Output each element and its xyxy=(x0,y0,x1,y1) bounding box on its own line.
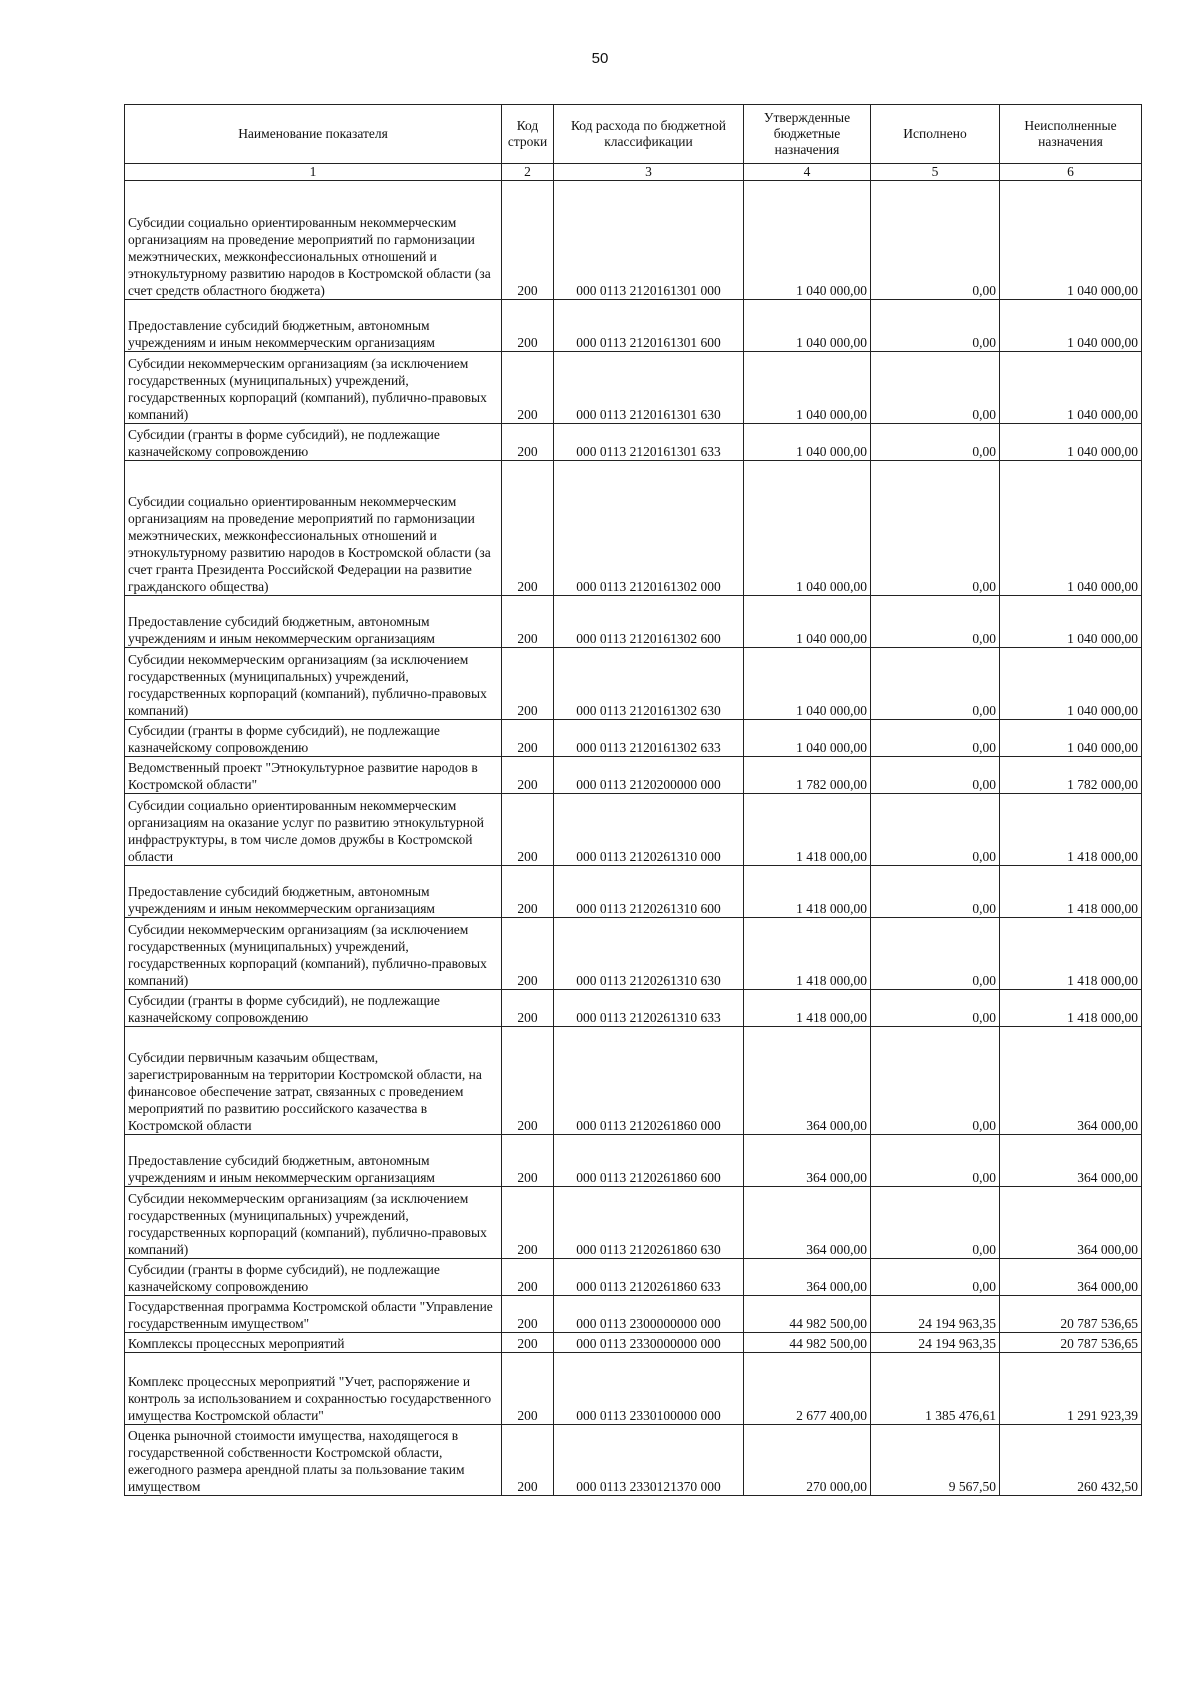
row-classification-code: 000 0113 2330000000 000 xyxy=(554,1333,744,1353)
row-name: Субсидии (гранты в форме субсидий), не подлежащие казначейскому сопровождению xyxy=(125,720,502,757)
row-name: Субсидии социально ориентированным некоммерческим организациям на оказание услуг по развитию этнокультурной инфраструктуры, в том числе домов дружбы в Костромской области xyxy=(125,794,502,866)
row-executed: 0,00 xyxy=(871,461,1000,596)
row-approved: 1 040 000,00 xyxy=(744,300,871,352)
row-executed: 0,00 xyxy=(871,757,1000,794)
row-executed: 0,00 xyxy=(871,918,1000,990)
row-unexecuted: 1 040 000,00 xyxy=(1000,596,1142,648)
table-row xyxy=(125,1425,1142,1496)
row-line-code: 200 xyxy=(502,1425,554,1496)
header-row xyxy=(125,105,1142,164)
row-name: Субсидии (гранты в форме субсидий), не подлежащие казначейскому сопровождению xyxy=(125,990,502,1027)
row-approved: 1 418 000,00 xyxy=(744,866,871,918)
table-row xyxy=(125,181,1142,300)
column-header-executed: Исполнено xyxy=(871,105,1000,164)
table-row xyxy=(125,1333,1142,1353)
row-approved: 364 000,00 xyxy=(744,1135,871,1187)
row-approved: 364 000,00 xyxy=(744,1187,871,1259)
table-row xyxy=(125,461,1142,596)
row-executed: 0,00 xyxy=(871,866,1000,918)
table-row xyxy=(125,352,1142,424)
row-line-code: 200 xyxy=(502,918,554,990)
row-line-code: 200 xyxy=(502,424,554,461)
row-approved: 1 040 000,00 xyxy=(744,720,871,757)
row-line-code: 200 xyxy=(502,794,554,866)
row-classification-code: 000 0113 2120261310 633 xyxy=(554,990,744,1027)
row-line-code: 200 xyxy=(502,648,554,720)
row-line-code: 200 xyxy=(502,720,554,757)
row-executed: 24 194 963,35 xyxy=(871,1296,1000,1333)
row-unexecuted: 20 787 536,65 xyxy=(1000,1333,1142,1353)
row-approved: 1 418 000,00 xyxy=(744,990,871,1027)
column-number: 5 xyxy=(871,164,1000,181)
column-header-approved: Утвержденные бюджетные назначения xyxy=(744,105,871,164)
column-number: 1 xyxy=(125,164,502,181)
row-executed: 1 385 476,61 xyxy=(871,1353,1000,1425)
column-number: 2 xyxy=(502,164,554,181)
row-unexecuted: 1 040 000,00 xyxy=(1000,648,1142,720)
row-unexecuted: 1 040 000,00 xyxy=(1000,461,1142,596)
row-approved: 1 040 000,00 xyxy=(744,461,871,596)
row-classification-code: 000 0113 2300000000 000 xyxy=(554,1296,744,1333)
row-classification-code: 000 0113 2330121370 000 xyxy=(554,1425,744,1496)
row-name: Субсидии некоммерческим организациям (за исключением государственных (муниципальных) учреждений, государственных корпораций (компаний), публично-правовых компаний) xyxy=(125,352,502,424)
row-line-code: 200 xyxy=(502,1353,554,1425)
row-line-code: 200 xyxy=(502,1259,554,1296)
row-executed: 0,00 xyxy=(871,181,1000,300)
row-classification-code: 000 0113 2120261310 630 xyxy=(554,918,744,990)
table-row xyxy=(125,720,1142,757)
row-unexecuted: 1 040 000,00 xyxy=(1000,352,1142,424)
row-classification-code: 000 0113 2120261860 000 xyxy=(554,1027,744,1135)
row-classification-code: 000 0113 2120261860 633 xyxy=(554,1259,744,1296)
row-approved: 364 000,00 xyxy=(744,1027,871,1135)
row-line-code: 200 xyxy=(502,461,554,596)
table-row xyxy=(125,990,1142,1027)
budget-execution-table xyxy=(124,104,1142,1496)
row-line-code: 200 xyxy=(502,352,554,424)
row-line-code: 200 xyxy=(502,1135,554,1187)
column-number: 4 xyxy=(744,164,871,181)
row-unexecuted: 1 040 000,00 xyxy=(1000,300,1142,352)
row-line-code: 200 xyxy=(502,1027,554,1135)
row-executed: 0,00 xyxy=(871,1135,1000,1187)
row-approved: 1 040 000,00 xyxy=(744,181,871,300)
row-line-code: 200 xyxy=(502,866,554,918)
table-row xyxy=(125,866,1142,918)
column-header-classification-code: Код расхода по бюджетной классификации xyxy=(554,105,744,164)
row-classification-code: 000 0113 2120161302 633 xyxy=(554,720,744,757)
table-row xyxy=(125,1135,1142,1187)
row-name: Предоставление субсидий бюджетным, автономным учреждениям и иным некоммерческим организациям xyxy=(125,596,502,648)
row-name: Субсидии первичным казачьим обществам, зарегистрированным на территории Костромской области, на финансовое обеспечение затрат, связанных с проведением мероприятий по развитию российского казачества в Костромской области xyxy=(125,1027,502,1135)
table-row xyxy=(125,918,1142,990)
row-executed: 0,00 xyxy=(871,1259,1000,1296)
row-approved: 1 782 000,00 xyxy=(744,757,871,794)
row-line-code: 200 xyxy=(502,990,554,1027)
row-executed: 0,00 xyxy=(871,352,1000,424)
row-classification-code: 000 0113 2120161302 630 xyxy=(554,648,744,720)
row-name: Субсидии некоммерческим организациям (за исключением государственных (муниципальных) учреждений, государственных корпораций (компаний), публично-правовых компаний) xyxy=(125,1187,502,1259)
page-number: 50 xyxy=(591,50,609,67)
row-unexecuted: 1 418 000,00 xyxy=(1000,794,1142,866)
row-line-code: 200 xyxy=(502,1296,554,1333)
row-name: Государственная программа Костромской области "Управление государственным имуществом" xyxy=(125,1296,502,1333)
column-number: 3 xyxy=(554,164,744,181)
row-name: Субсидии социально ориентированным некоммерческим организациям на проведение мероприятий по гармонизации межэтнических, межконфессиональных отношений и этнокультурному развитию народов в Костромской области (за счет средств областного бюджета) xyxy=(125,181,502,300)
table-row xyxy=(125,757,1142,794)
row-approved: 364 000,00 xyxy=(744,1259,871,1296)
row-classification-code: 000 0113 2120161301 633 xyxy=(554,424,744,461)
row-executed: 0,00 xyxy=(871,794,1000,866)
row-name: Оценка рыночной стоимости имущества, находящегося в государственной собственности Костромской области, ежегодного размера арендной платы за пользование таким имуществом xyxy=(125,1425,502,1496)
table-row xyxy=(125,648,1142,720)
row-executed: 0,00 xyxy=(871,990,1000,1027)
row-classification-code: 000 0113 2330100000 000 xyxy=(554,1353,744,1425)
row-name: Предоставление субсидий бюджетным, автономным учреждениям и иным некоммерческим организациям xyxy=(125,300,502,352)
row-approved: 270 000,00 xyxy=(744,1425,871,1496)
row-unexecuted: 1 782 000,00 xyxy=(1000,757,1142,794)
column-number: 6 xyxy=(1000,164,1142,181)
row-classification-code: 000 0113 2120161302 600 xyxy=(554,596,744,648)
row-unexecuted: 260 432,50 xyxy=(1000,1425,1142,1496)
row-classification-code: 000 0113 2120161301 600 xyxy=(554,300,744,352)
row-approved: 1 418 000,00 xyxy=(744,918,871,990)
row-line-code: 200 xyxy=(502,1333,554,1353)
row-classification-code: 000 0113 2120261860 600 xyxy=(554,1135,744,1187)
row-unexecuted: 364 000,00 xyxy=(1000,1259,1142,1296)
row-name: Субсидии некоммерческим организациям (за исключением государственных (муниципальных) учреждений, государственных корпораций (компаний), публично-правовых компаний) xyxy=(125,918,502,990)
row-approved: 44 982 500,00 xyxy=(744,1296,871,1333)
row-name: Комплекс процессных мероприятий "Учет, распоряжение и контроль за использованием и сохранностью государственного имущества Костромской области" xyxy=(125,1353,502,1425)
row-name: Предоставление субсидий бюджетным, автономным учреждениям и иным некоммерческим организациям xyxy=(125,866,502,918)
row-unexecuted: 1 040 000,00 xyxy=(1000,424,1142,461)
row-classification-code: 000 0113 2120161301 630 xyxy=(554,352,744,424)
row-unexecuted: 1 418 000,00 xyxy=(1000,918,1142,990)
table-row xyxy=(125,300,1142,352)
row-approved: 44 982 500,00 xyxy=(744,1333,871,1353)
row-unexecuted: 364 000,00 xyxy=(1000,1027,1142,1135)
column-number-row xyxy=(125,164,1142,181)
row-approved: 1 040 000,00 xyxy=(744,648,871,720)
row-executed: 0,00 xyxy=(871,648,1000,720)
row-unexecuted: 364 000,00 xyxy=(1000,1187,1142,1259)
row-unexecuted: 1 040 000,00 xyxy=(1000,720,1142,757)
row-classification-code: 000 0113 2120200000 000 xyxy=(554,757,744,794)
table-row xyxy=(125,1027,1142,1135)
row-line-code: 200 xyxy=(502,596,554,648)
row-classification-code: 000 0113 2120161302 000 xyxy=(554,461,744,596)
row-unexecuted: 1 418 000,00 xyxy=(1000,866,1142,918)
row-executed: 0,00 xyxy=(871,720,1000,757)
row-executed: 0,00 xyxy=(871,1187,1000,1259)
row-name: Субсидии (гранты в форме субсидий), не подлежащие казначейскому сопровождению xyxy=(125,424,502,461)
table-row xyxy=(125,1353,1142,1425)
row-approved: 1 040 000,00 xyxy=(744,352,871,424)
row-executed: 0,00 xyxy=(871,424,1000,461)
table-row xyxy=(125,1296,1142,1333)
row-executed: 0,00 xyxy=(871,1027,1000,1135)
row-classification-code: 000 0113 2120261310 600 xyxy=(554,866,744,918)
row-executed: 0,00 xyxy=(871,300,1000,352)
row-executed: 0,00 xyxy=(871,596,1000,648)
table-row xyxy=(125,424,1142,461)
column-header-line-code: Код строки xyxy=(502,105,554,164)
column-header-name: Наименование показателя xyxy=(125,105,502,164)
row-name: Субсидии (гранты в форме субсидий), не подлежащие казначейскому сопровождению xyxy=(125,1259,502,1296)
row-classification-code: 000 0113 2120161301 000 xyxy=(554,181,744,300)
row-unexecuted: 1 418 000,00 xyxy=(1000,990,1142,1027)
table-row xyxy=(125,1259,1142,1296)
row-line-code: 200 xyxy=(502,1187,554,1259)
row-unexecuted: 1 291 923,39 xyxy=(1000,1353,1142,1425)
row-unexecuted: 1 040 000,00 xyxy=(1000,181,1142,300)
row-approved: 1 418 000,00 xyxy=(744,794,871,866)
row-unexecuted: 20 787 536,65 xyxy=(1000,1296,1142,1333)
row-name: Комплексы процессных мероприятий xyxy=(125,1333,502,1353)
row-name: Субсидии социально ориентированным некоммерческим организациям на проведение мероприятий по гармонизации межэтнических, межконфессиональных отношений и этнокультурному развитию народов в Костромской области (за счет гранта Президента Российской Федерации на развитие гражданского общества) xyxy=(125,461,502,596)
row-executed: 24 194 963,35 xyxy=(871,1333,1000,1353)
row-classification-code: 000 0113 2120261310 000 xyxy=(554,794,744,866)
row-name: Субсидии некоммерческим организациям (за исключением государственных (муниципальных) учреждений, государственных корпораций (компаний), публично-правовых компаний) xyxy=(125,648,502,720)
row-unexecuted: 364 000,00 xyxy=(1000,1135,1142,1187)
table-row xyxy=(125,1187,1142,1259)
row-classification-code: 000 0113 2120261860 630 xyxy=(554,1187,744,1259)
row-line-code: 200 xyxy=(502,757,554,794)
column-header-unexecuted: Неисполненные назначения xyxy=(1000,105,1142,164)
row-line-code: 200 xyxy=(502,300,554,352)
row-name: Ведомственный проект "Этнокультурное развитие народов в Костромской области" xyxy=(125,757,502,794)
table-row xyxy=(125,596,1142,648)
row-approved: 2 677 400,00 xyxy=(744,1353,871,1425)
row-line-code: 200 xyxy=(502,181,554,300)
row-approved: 1 040 000,00 xyxy=(744,424,871,461)
row-name: Предоставление субсидий бюджетным, автономным учреждениям и иным некоммерческим организациям xyxy=(125,1135,502,1187)
row-executed: 9 567,50 xyxy=(871,1425,1000,1496)
row-approved: 1 040 000,00 xyxy=(744,596,871,648)
table-row xyxy=(125,794,1142,866)
